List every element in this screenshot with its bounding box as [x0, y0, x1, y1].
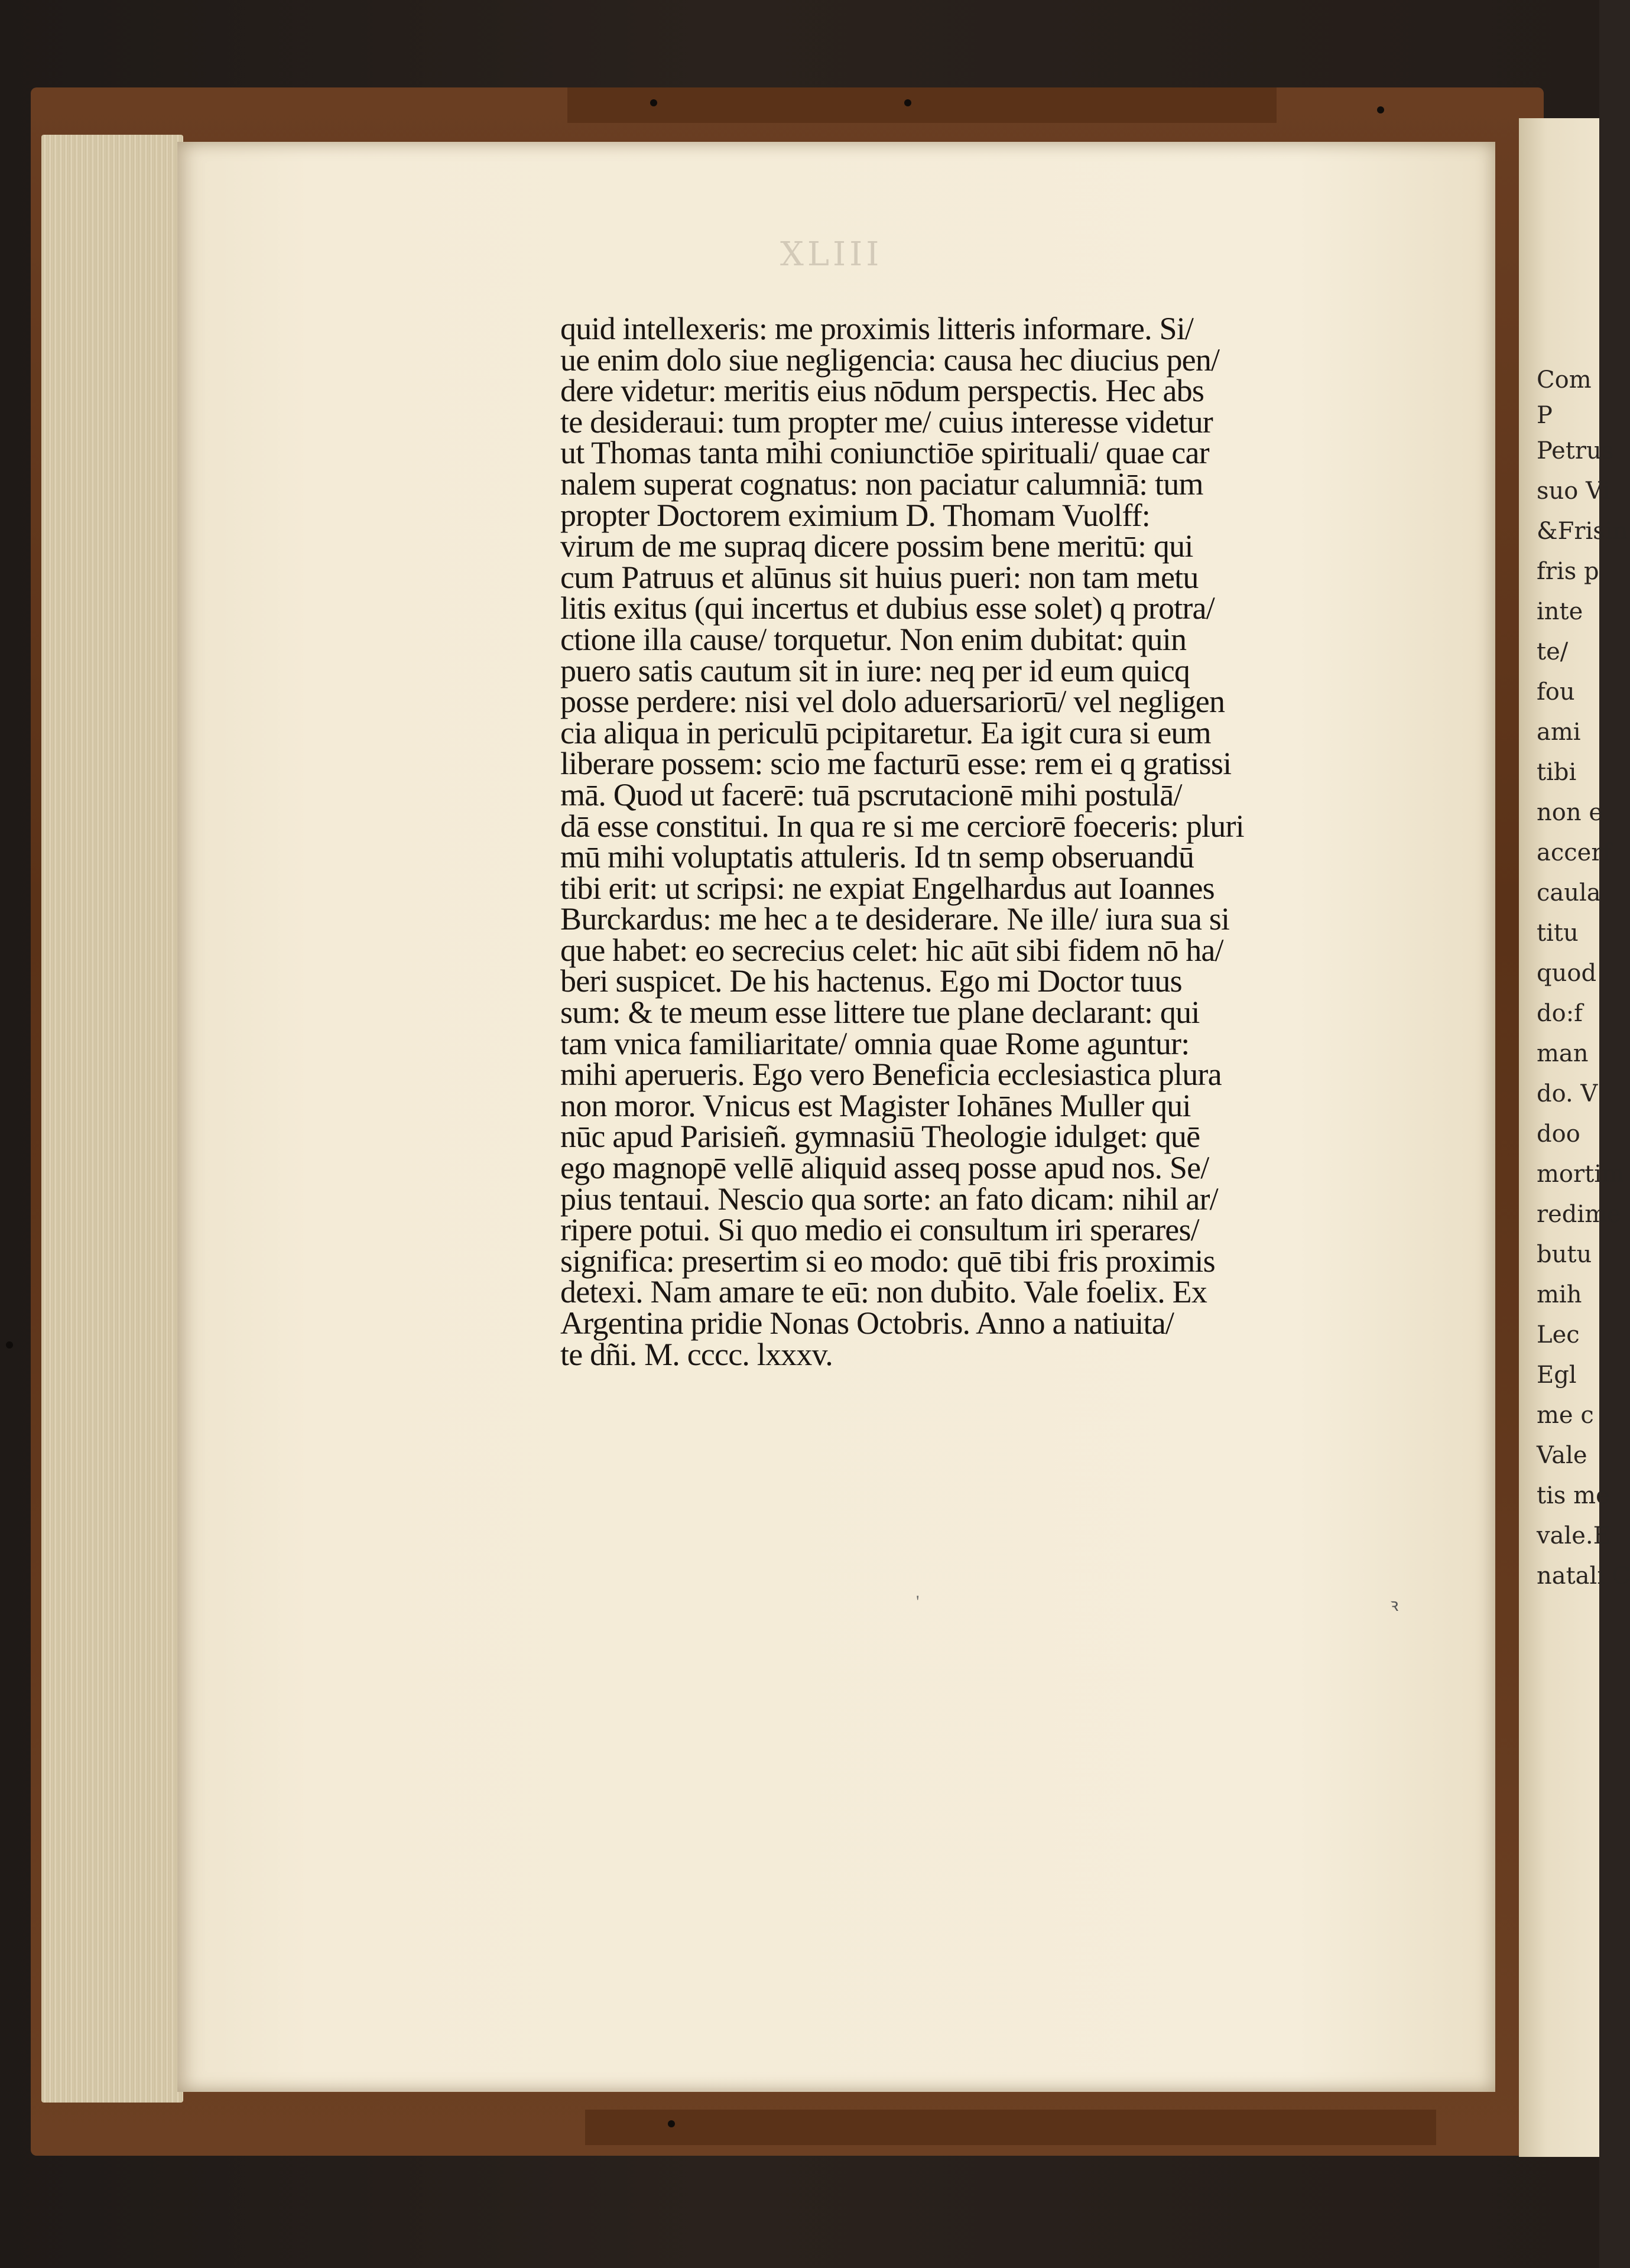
facing-page-line: do:f: [1537, 1000, 1583, 1027]
nail-hole: [668, 2120, 675, 2127]
facing-page-line: doo: [1537, 1120, 1580, 1148]
text-line: detexi. Nam amare te eū: non dubito. Vale foelix. Ex: [560, 1274, 1207, 1310]
text-line: virum de me supraq dicere possim bene meritū: qui: [560, 528, 1193, 564]
facing-page-line: inte: [1537, 598, 1583, 625]
facing-page-line: mih: [1537, 1281, 1582, 1308]
text-line: dā esse constitui. In qua re si me cerciorē foeceris: pluri: [560, 808, 1244, 844]
binding-strap-top: [567, 87, 1277, 123]
facing-page-line: accerf: [1537, 839, 1612, 866]
facing-page-line: fris p: [1537, 558, 1599, 585]
facing-page-line: Lec: [1537, 1321, 1580, 1349]
facing-page-line: Petrus: [1537, 437, 1614, 464]
text-line: cum Patruus et alūnus sit huius pueri: non tam metu: [560, 559, 1199, 595]
text-line: nūc apud Parisieñ. gymnasiū Theologie idulget: quē: [560, 1119, 1200, 1155]
facing-page-line: Egl: [1537, 1362, 1577, 1389]
text-line: te dñi. M. cccc. lxxxv.: [560, 1336, 833, 1372]
text-line: nalem superat cognatus: non paciatur calumniā: tum: [560, 466, 1203, 502]
facing-page-line: tis me: [1537, 1482, 1610, 1509]
running-head: XLIII: [780, 235, 883, 274]
text-line: quid intellexeris: me proximis litteris informare. Si/: [560, 311, 1194, 346]
facing-page-line: me c: [1537, 1402, 1594, 1429]
text-line: ue enim dolo siue negligencia: causa hec diucius pen/: [560, 342, 1220, 378]
text-line: Burckardus: me hec a te desiderare. Ne ille/ iura sua si: [560, 901, 1230, 937]
text-line: que habet: eo secrecius celet: hic aūt sibi fidem nō ha/: [560, 932, 1223, 968]
text-line: sum: & te meum esse littere tue plane declarant: qui: [560, 995, 1200, 1031]
text-line: litis exitus (qui incertus et dubius esse solet) q protra/: [560, 590, 1215, 626]
facing-page-line: suo Vi: [1537, 477, 1610, 505]
text-line: posse perdere: nisi vel dolo aduersariorū/ vel negligen: [560, 684, 1225, 720]
nail-hole: [6, 1341, 13, 1349]
text-line: liberare possem: scio me facturū esse: rem ei q gratissi: [560, 746, 1232, 782]
text-line: non moror. Vnicus est Magister Iohānes Muller qui: [560, 1087, 1191, 1123]
printer-mark: ': [916, 1592, 920, 1611]
facing-page-line: &Frisin: [1537, 518, 1628, 545]
nail-hole: [904, 99, 911, 106]
facing-page-line: natali C: [1537, 1562, 1630, 1590]
facing-page-line: tibi: [1537, 759, 1577, 786]
nail-hole: [1377, 106, 1384, 113]
binding-strap-bottom: [585, 2110, 1436, 2145]
text-line: Argentina pridie Nonas Octobris. Anno a natiuita/: [560, 1305, 1174, 1341]
facing-page-line: man: [1537, 1040, 1589, 1067]
text-line: te desideraui: tum propter me/ cuius interesse videtur: [560, 404, 1213, 440]
facing-page-line: redime: [1537, 1201, 1621, 1228]
facing-page-line: P: [1537, 402, 1553, 429]
text-line: tam vnica familiaritate/ omnia quae Rome aguntur:: [560, 1025, 1190, 1061]
text-line: tibi erit: ut scripsi: ne expiat Engelhardus aut Ioannes: [560, 870, 1215, 906]
facing-page-line: te/: [1537, 638, 1569, 665]
facing-page-line: caula: [1537, 879, 1601, 906]
page-block-edges: [41, 135, 183, 2103]
text-line: mihi aperueris. Ego vero Beneficia ecclesiastica plura: [560, 1057, 1222, 1093]
facing-page-line: ami: [1537, 719, 1581, 746]
text-line: mā. Quod ut facerē: tuā pscrutacionē mihi postulā/: [560, 776, 1182, 813]
facing-page-line: Vale: [1537, 1442, 1587, 1469]
facing-page-line: do. V: [1537, 1080, 1598, 1107]
text-line: cia aliqua in periculū pcipitaretur. Ea igit cura si eum: [560, 714, 1211, 750]
text-line: ut Thomas tanta mihi coniunctiōe spirituali/ quae car: [560, 435, 1209, 471]
text-line: dere videtur: meritis eius nōdum perspectis. Hec abs: [560, 373, 1204, 409]
facing-page-line: Com: [1537, 366, 1592, 394]
printer-mark: ꝛ: [1390, 1596, 1399, 1615]
text-line: ripere potui. Si quo medio ei consultum iri sperares/: [560, 1212, 1199, 1248]
nail-hole: [650, 99, 657, 106]
facing-page-line: mortim: [1537, 1161, 1624, 1188]
text-line: propter Doctorem eximium D. Thomam Vuolff:: [560, 497, 1150, 533]
text-line: beri suspicet. De his hactenus. Ego mi Doctor tuus: [560, 963, 1182, 999]
facing-page-line: butu: [1537, 1241, 1592, 1268]
facing-page-line: quod: [1537, 960, 1597, 987]
text-line: mū mihi voluptatis attuleris. Id tn semp obseruandū: [560, 839, 1194, 875]
text-line: pius tentaui. Nescio qua sorte: an fato dicam: nihil ar/: [560, 1181, 1218, 1217]
facing-page-line: titu: [1537, 919, 1579, 947]
text-line: significa: presertim si eo modo: quē tibi fris proximis: [560, 1243, 1215, 1279]
letter-text-block: [560, 313, 1400, 1370]
facing-page-line: non e: [1537, 799, 1603, 826]
facing-page-line: fou: [1537, 678, 1575, 706]
text-line: puero satis cautum sit in iure: neq per id eum quicq: [560, 652, 1190, 688]
facing-page-line: vale.E: [1537, 1522, 1610, 1549]
text-line: ego magnopē vellē aliquid asseq posse apud nos. Se/: [560, 1150, 1209, 1186]
text-line: ctione illa cause/ torquetur. Non enim dubitat: quin: [560, 621, 1187, 657]
